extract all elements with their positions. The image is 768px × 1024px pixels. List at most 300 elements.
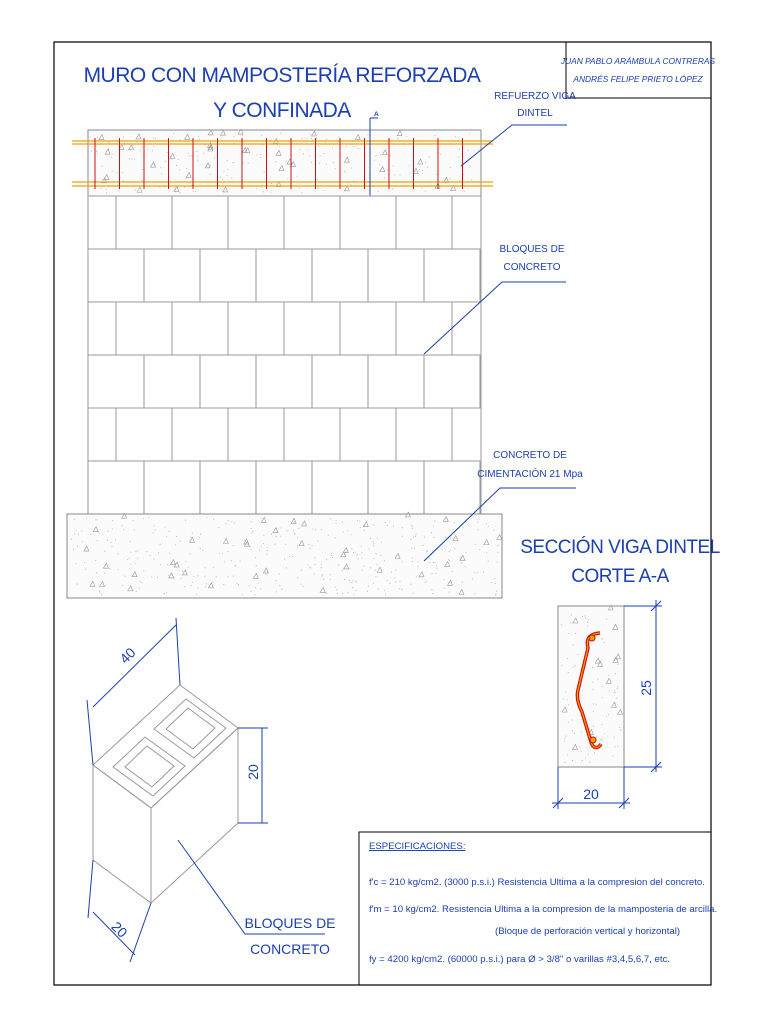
aggregate-dot <box>585 618 586 619</box>
aggregate-dot <box>448 559 449 560</box>
aggregate-dot <box>424 537 425 538</box>
aggregate-dot <box>355 580 356 581</box>
aggregate-dot <box>385 522 386 523</box>
aggregate-dot <box>255 557 256 558</box>
aggregate-dot <box>567 658 568 659</box>
aggregate-dot <box>472 578 473 579</box>
aggregate-dot <box>568 722 569 723</box>
aggregate-dot <box>315 530 316 531</box>
aggregate-dot <box>357 148 358 149</box>
aggregate-dot <box>135 190 136 191</box>
aggregate-dot <box>172 574 173 575</box>
aggregate-dot <box>592 667 593 668</box>
aggregate-dot <box>488 561 489 562</box>
aggregate-dot <box>251 521 252 522</box>
aggregate-dot <box>330 518 331 519</box>
aggregate-dot <box>475 544 476 545</box>
aggregate-dot <box>227 576 228 577</box>
aggregate-dot <box>298 528 299 529</box>
aggregate-dot <box>410 584 411 585</box>
aggregate-dot <box>321 564 322 565</box>
aggregate-dot <box>434 520 435 521</box>
aggregate-dot <box>322 574 323 575</box>
aggregate-dot <box>352 580 353 581</box>
aggregate-dot <box>619 727 620 728</box>
aggregate-dot <box>168 575 169 576</box>
aggregate-dot <box>192 533 193 534</box>
aggregate-dot <box>409 165 410 166</box>
aggregate-dot <box>402 561 403 562</box>
aggregate-dot <box>297 577 298 578</box>
aggregate-dot <box>294 533 295 534</box>
aggregate-dot <box>176 536 177 537</box>
aggregate-dot <box>580 751 581 752</box>
aggregate-dot <box>588 619 589 620</box>
aggregate-dot <box>370 567 371 568</box>
aggregate-dot <box>402 527 403 528</box>
aggregate-dot <box>251 533 252 534</box>
aggregate-dot <box>347 592 348 593</box>
aggregate-dot <box>317 179 318 180</box>
aggregate-dot <box>233 136 234 137</box>
iso-block-side <box>151 728 238 903</box>
aggregate-dot <box>361 552 362 553</box>
aggregate-dot <box>134 529 135 530</box>
aggregate-dot <box>338 564 339 565</box>
aggregate-dot <box>199 139 200 140</box>
aggregate-dot <box>141 582 142 583</box>
aggregate-dot <box>368 548 369 549</box>
aggregate-dot <box>284 558 285 559</box>
aggregate-dot <box>469 133 470 134</box>
aggregate-dot <box>138 588 139 589</box>
aggregate-dot <box>373 541 374 542</box>
aggregate-dot <box>176 165 177 166</box>
aggregate-dot <box>271 183 272 184</box>
aggregate-dot <box>123 137 124 138</box>
aggregate-dot <box>464 191 465 192</box>
aggregate-dot <box>279 585 280 586</box>
section-rebar-top <box>589 635 595 641</box>
aggregate-dot <box>415 534 416 535</box>
aggregate-dot <box>294 521 295 522</box>
aggregate-dot <box>609 690 610 691</box>
aggregate-dot <box>90 534 91 535</box>
aggregate-dot <box>411 548 412 549</box>
aggregate-dot <box>260 588 261 589</box>
author-1: JUAN PABLO ARÁMBULA CONTRERAS <box>560 56 716 66</box>
aggregate-dot <box>292 556 293 557</box>
aggregate-dot <box>617 746 618 747</box>
aggregate-dot <box>572 644 573 645</box>
aggregate-dot <box>86 517 87 518</box>
aggregate-dot <box>356 590 357 591</box>
aggregate-dot <box>374 160 375 161</box>
aggregate-dot <box>270 192 271 193</box>
aggregate-dot <box>212 582 213 583</box>
aggregate-dot <box>109 142 110 143</box>
aggregate-dot <box>73 549 74 550</box>
aggregate-dot <box>602 741 603 742</box>
aggregate-dot <box>461 562 462 563</box>
aggregate-dot <box>286 567 287 568</box>
aggregate-dot <box>333 162 334 163</box>
aggregate-dot <box>336 593 337 594</box>
aggregate-dot <box>375 155 376 156</box>
aggregate-dot <box>429 156 430 157</box>
aggregate-dot <box>471 179 472 180</box>
iso-block <box>93 685 238 903</box>
aggregate-dot <box>584 616 585 617</box>
aggregate-dot <box>140 581 141 582</box>
aggregate-dot <box>459 557 460 558</box>
aggregate-dot <box>205 586 206 587</box>
aggregate-dot <box>592 689 593 690</box>
aggregate-dot <box>314 574 315 575</box>
aggregate-dot <box>206 517 207 518</box>
aggregate-dot <box>344 579 345 580</box>
aggregate-dot <box>142 147 143 148</box>
aggregate-dot <box>142 169 143 170</box>
aggregate-dot <box>336 589 337 590</box>
aggregate-dot <box>213 519 214 520</box>
callout-refuerzo-text1: REFUERZO VIGA <box>494 91 576 102</box>
aggregate-dot <box>116 172 117 173</box>
aggregate-dot <box>351 184 352 185</box>
aggregate-dot <box>426 580 427 581</box>
aggregate-dot <box>425 162 426 163</box>
aggregate-dot <box>395 581 396 582</box>
aggregate-dot <box>352 146 353 147</box>
aggregate-dot <box>228 551 229 552</box>
aggregate-dot <box>326 559 327 560</box>
aggregate-dot <box>593 711 594 712</box>
callout-refuerzo-text2: DINTEL <box>517 108 553 119</box>
aggregate-dot <box>375 570 376 571</box>
aggregate-dot <box>435 135 436 136</box>
dim-length-line <box>93 625 176 707</box>
aggregate-dot <box>581 694 582 695</box>
aggregate-dot <box>259 550 260 551</box>
aggregate-dot <box>335 168 336 169</box>
aggregate-dot <box>294 534 295 535</box>
aggregate-dot <box>75 563 76 564</box>
aggregate-dot <box>165 161 166 162</box>
aggregate-dot <box>412 558 413 559</box>
aggregate-dot <box>351 548 352 549</box>
aggregate-dot <box>184 586 185 587</box>
aggregate-dot <box>158 552 159 553</box>
dim-wid-value: 20 <box>108 918 131 941</box>
aggregate-dot <box>227 175 228 176</box>
aggregate-dot <box>561 624 562 625</box>
iso-dimensions <box>87 618 325 962</box>
aggregate-dot <box>433 562 434 563</box>
aggregate-dot <box>362 558 363 559</box>
aggregate-dot <box>153 532 154 533</box>
aggregate-dot <box>238 584 239 585</box>
aggregate-dot <box>425 582 426 583</box>
aggregate-dot <box>132 158 133 159</box>
aggregate-dot <box>185 561 186 562</box>
aggregate-dot <box>338 136 339 137</box>
aggregate-dot <box>564 740 565 741</box>
aggregate-dot <box>450 549 451 550</box>
aggregate-dot <box>174 133 175 134</box>
aggregate-dot <box>494 578 495 579</box>
aggregate-dot <box>615 702 616 703</box>
spec-fy: fy = 4200 kg/cm2. (60000 p.s.i.) para Ø > 3/8" o varillas #3,4,5,6,7, etc. <box>369 954 670 965</box>
aggregate-dot <box>115 539 116 540</box>
aggregate-dot <box>143 570 144 571</box>
aggregate-dot <box>174 187 175 188</box>
author-2: ANDRÉS FELIPE PRIETO LÓPEZ <box>573 74 703 84</box>
aggregate-dot <box>146 551 147 552</box>
aggregate-dot <box>224 561 225 562</box>
aggregate-dot <box>470 165 471 166</box>
aggregate-dot <box>219 553 220 554</box>
aggregate-dot <box>449 560 450 561</box>
aggregate-dot <box>256 188 257 189</box>
aggregate-dot <box>459 180 460 181</box>
callout-cimentacion-text1: CONCRETO DE <box>493 450 567 461</box>
aggregate-dot <box>274 544 275 545</box>
aggregate-dot <box>147 149 148 150</box>
aggregate-dot <box>117 569 118 570</box>
aggregate-dot <box>351 582 352 583</box>
aggregate-dot <box>228 520 229 521</box>
aggregate-dot <box>342 593 343 594</box>
aggregate-dot <box>564 738 565 739</box>
aggregate-dot <box>185 520 186 521</box>
aggregate-dot <box>594 752 595 753</box>
aggregate-dot <box>326 139 327 140</box>
aggregate-dot <box>188 153 189 154</box>
aggregate-dot <box>179 192 180 193</box>
aggregate-dot <box>188 566 189 567</box>
aggregate-dot <box>331 555 332 556</box>
aggregate-dot <box>97 137 98 138</box>
aggregate-dot <box>431 532 432 533</box>
aggregate-dot <box>285 544 286 545</box>
aggregate-dot <box>586 667 587 668</box>
aggregate-dot <box>410 539 411 540</box>
aggregate-dot <box>84 562 85 563</box>
aggregate-dot <box>248 163 249 164</box>
aggregate-dot <box>606 716 607 717</box>
aggregate-dot <box>483 572 484 573</box>
aggregate-dot <box>316 138 317 139</box>
aggregate-dot <box>251 549 252 550</box>
aggregate-dot <box>129 158 130 159</box>
aggregate-dot <box>314 557 315 558</box>
dim-width-value: 20 <box>583 786 599 802</box>
aggregate-dot <box>112 528 113 529</box>
aggregate-dot <box>497 545 498 546</box>
aggregate-dot <box>155 530 156 531</box>
aggregate-dot <box>568 672 569 673</box>
aggregate-dot <box>266 554 267 555</box>
aggregate-dot <box>112 520 113 521</box>
aggregate-dot <box>129 541 130 542</box>
aggregate-dot <box>96 519 97 520</box>
aggregate-dot <box>215 147 216 148</box>
aggregate-dot <box>227 169 228 170</box>
aggregate-dot <box>318 541 319 542</box>
aggregate-dot <box>179 570 180 571</box>
aggregate-dot <box>231 178 232 179</box>
aggregate-dot <box>137 550 138 551</box>
aggregate-dot <box>607 682 608 683</box>
aggregate-dot <box>319 163 320 164</box>
aggregate-dot <box>97 540 98 541</box>
aggregate-dot <box>384 590 385 591</box>
aggregate-dot <box>293 530 294 531</box>
aggregate-dot <box>232 162 233 163</box>
aggregate-dot <box>375 576 376 577</box>
dim-wid-ext-1 <box>88 860 93 918</box>
aggregate-dot <box>199 537 200 538</box>
aggregate-dot <box>373 583 374 584</box>
aggregate-dot <box>112 154 113 155</box>
aggregate-dot <box>95 519 96 520</box>
foundation <box>67 512 502 598</box>
aggregate-dot <box>242 594 243 595</box>
aggregate-dot <box>459 148 460 149</box>
aggregate-dot <box>617 686 618 687</box>
aggregate-dot <box>565 736 566 737</box>
aggregate-dot <box>356 582 357 583</box>
aggregate-dot <box>301 569 302 570</box>
aggregate-dot <box>307 149 308 150</box>
aggregate-dot <box>356 554 357 555</box>
aggregate-dot <box>563 699 564 700</box>
aggregate-dot <box>154 526 155 527</box>
aggregate-dot <box>210 165 211 166</box>
aggregate-dot <box>412 526 413 527</box>
aggregate-dot <box>155 138 156 139</box>
aggregate-dot <box>393 165 394 166</box>
aggregate-dot <box>71 539 72 540</box>
callout-bloques-text2: CONCRETO <box>503 262 561 273</box>
aggregate-dot <box>416 576 417 577</box>
aggregate-dot <box>153 558 154 559</box>
aggregate-dot <box>164 527 165 528</box>
aggregate-dot <box>142 180 143 181</box>
aggregate-dot <box>486 523 487 524</box>
aggregate-dot <box>267 550 268 551</box>
aggregate-dot <box>150 555 151 556</box>
aggregate-dot <box>364 566 365 567</box>
aggregate-dot <box>350 534 351 535</box>
aggregate-dot <box>387 170 388 171</box>
aggregate-dot <box>122 585 123 586</box>
aggregate-dot <box>359 520 360 521</box>
aggregate-dot <box>584 648 585 649</box>
aggregate-dot <box>373 543 374 544</box>
aggregate-dot <box>433 525 434 526</box>
aggregate-dot <box>597 679 598 680</box>
aggregate-dot <box>218 527 219 528</box>
aggregate-dot <box>465 552 466 553</box>
aggregate-dot <box>136 551 137 552</box>
aggregate-dot <box>297 547 298 548</box>
aggregate-dot <box>463 174 464 175</box>
aggregate-dot <box>244 540 245 541</box>
aggregate-dot <box>347 530 348 531</box>
aggregate-dot <box>267 572 268 573</box>
aggregate-dot <box>223 171 224 172</box>
aggregate-dot <box>200 548 201 549</box>
aggregate-dot <box>279 573 280 574</box>
aggregate-dot <box>286 530 287 531</box>
aggregate-dot <box>95 560 96 561</box>
aggregate-dot <box>243 187 244 188</box>
aggregate-dot <box>179 541 180 542</box>
aggregate-dot <box>587 622 588 623</box>
aggregate-dot <box>328 535 329 536</box>
aggregate-dot <box>568 633 569 634</box>
aggregate-dot <box>399 175 400 176</box>
aggregate-dot <box>427 551 428 552</box>
aggregate-dot <box>617 664 618 665</box>
aggregate-dot <box>453 529 454 530</box>
aggregate-dot <box>198 575 199 576</box>
aggregate-dot <box>170 159 171 160</box>
aggregate-dot <box>265 574 266 575</box>
aggregate-dot <box>601 638 602 639</box>
aggregate-dot <box>330 574 331 575</box>
dim-height-value: 25 <box>638 680 654 696</box>
aggregate-dot <box>112 171 113 172</box>
aggregate-dot <box>422 170 423 171</box>
aggregate-dot <box>572 720 573 721</box>
aggregate-dot <box>130 564 131 565</box>
aggregate-dot <box>421 187 422 188</box>
aggregate-dot <box>422 173 423 174</box>
aggregate-dot <box>445 537 446 538</box>
aggregate-dot <box>336 523 337 524</box>
aggregate-dot <box>261 135 262 136</box>
aggregate-dot <box>604 642 605 643</box>
aggregate-dot <box>122 525 123 526</box>
aggregate-dot <box>579 747 580 748</box>
aggregate-dot <box>494 583 495 584</box>
aggregate-dot <box>432 593 433 594</box>
aggregate-dot <box>234 523 235 524</box>
aggregate-dot <box>353 594 354 595</box>
section-title-line1: SECCIÓN VIGA DINTEL <box>520 537 720 558</box>
aggregate-dot <box>386 580 387 581</box>
aggregate-dot <box>360 527 361 528</box>
aggregate-dot <box>280 527 281 528</box>
aggregate-dot <box>445 183 446 184</box>
aggregate-dot <box>444 588 445 589</box>
aggregate-dot <box>263 543 264 544</box>
aggregate-dot <box>181 578 182 579</box>
author-box <box>566 42 711 98</box>
aggregate-dot <box>349 580 350 581</box>
aggregate-dot <box>426 551 427 552</box>
aggregate-dot <box>214 157 215 158</box>
aggregate-dot <box>602 686 603 687</box>
aggregate-dot <box>104 551 105 552</box>
aggregate-dot <box>205 567 206 568</box>
aggregate-dot <box>134 572 135 573</box>
aggregate-dot <box>326 593 327 594</box>
aggregate-dot <box>185 178 186 179</box>
iso-block-front <box>93 765 151 903</box>
